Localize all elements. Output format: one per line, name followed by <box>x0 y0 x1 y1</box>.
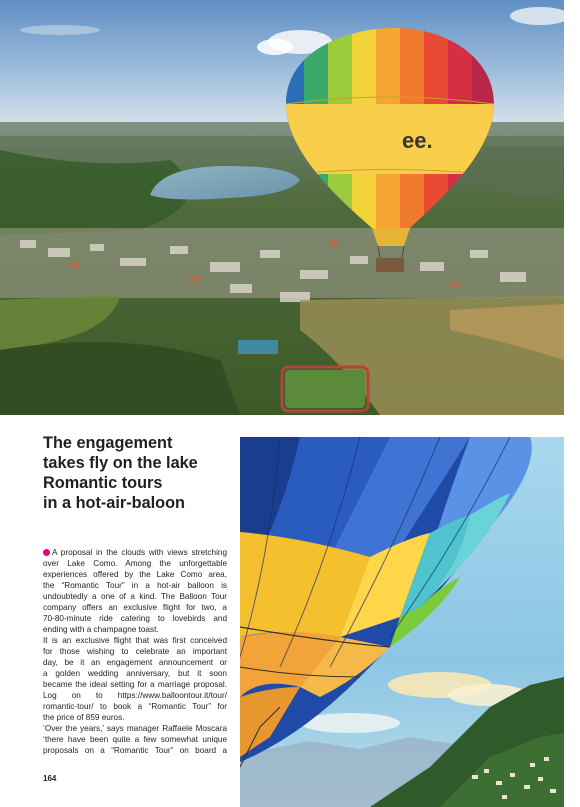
body-line: A proposal in the clouds with views stretching <box>43 547 227 558</box>
headline-line: The engagement <box>43 434 173 452</box>
body-line: It is an exclusive flight that was first conceived <box>43 636 227 645</box>
balloon-logo-text: ee. <box>402 128 433 153</box>
body-line: day, be it an engagement announcement or <box>43 658 227 667</box>
article-headline <box>43 433 233 513</box>
side-photo <box>240 437 564 807</box>
body-line: became the ideal setting for a marriage proposal. <box>43 680 227 689</box>
body-line: the “Romantic Tour” in a hot-air balloon is <box>43 581 227 590</box>
bullet-dot-icon <box>43 549 50 556</box>
body-line: over Lake Como. Among the unforgettable <box>43 559 227 568</box>
body-line: 70-80-minute ride catering to lovebirds and <box>43 614 227 623</box>
headline-line: takes fly on the lake <box>43 454 198 472</box>
body-line: company offers an exclusive flight for two, a <box>43 603 227 612</box>
body-line: experiences offered by the Lake Como area, <box>43 570 227 579</box>
headline-line: Romantic tours <box>43 474 163 492</box>
body-line: ending with a champagne toast. <box>43 625 159 634</box>
body-line: romantic-tour/ to book a “Romantic Tour” for <box>43 702 227 711</box>
headline-line: in a hot-air-baloon <box>43 494 185 512</box>
body-line: for those wishing to celebrate an important <box>43 647 227 656</box>
body-line: ‘there have been quite a few somewhat unique <box>43 735 227 744</box>
body-line: the price of 859 euros. <box>43 713 125 722</box>
article-body <box>43 547 227 756</box>
page-number: 164 <box>43 774 57 783</box>
body-line: ‘Over the years,’ says manager Raffaele Moscara <box>43 724 227 733</box>
body-line: a golden wedding anniversary, but it soon <box>43 669 227 678</box>
body-line: undoubtedly a one of a kind. The Balloon Tour <box>43 592 227 601</box>
body-line: Log on to https://www.balloontour.it/tour/ <box>43 691 227 700</box>
balloon-closeup-illustration <box>240 437 564 807</box>
body-line: proposals on a “Romantic Tour” on board a <box>43 746 227 755</box>
